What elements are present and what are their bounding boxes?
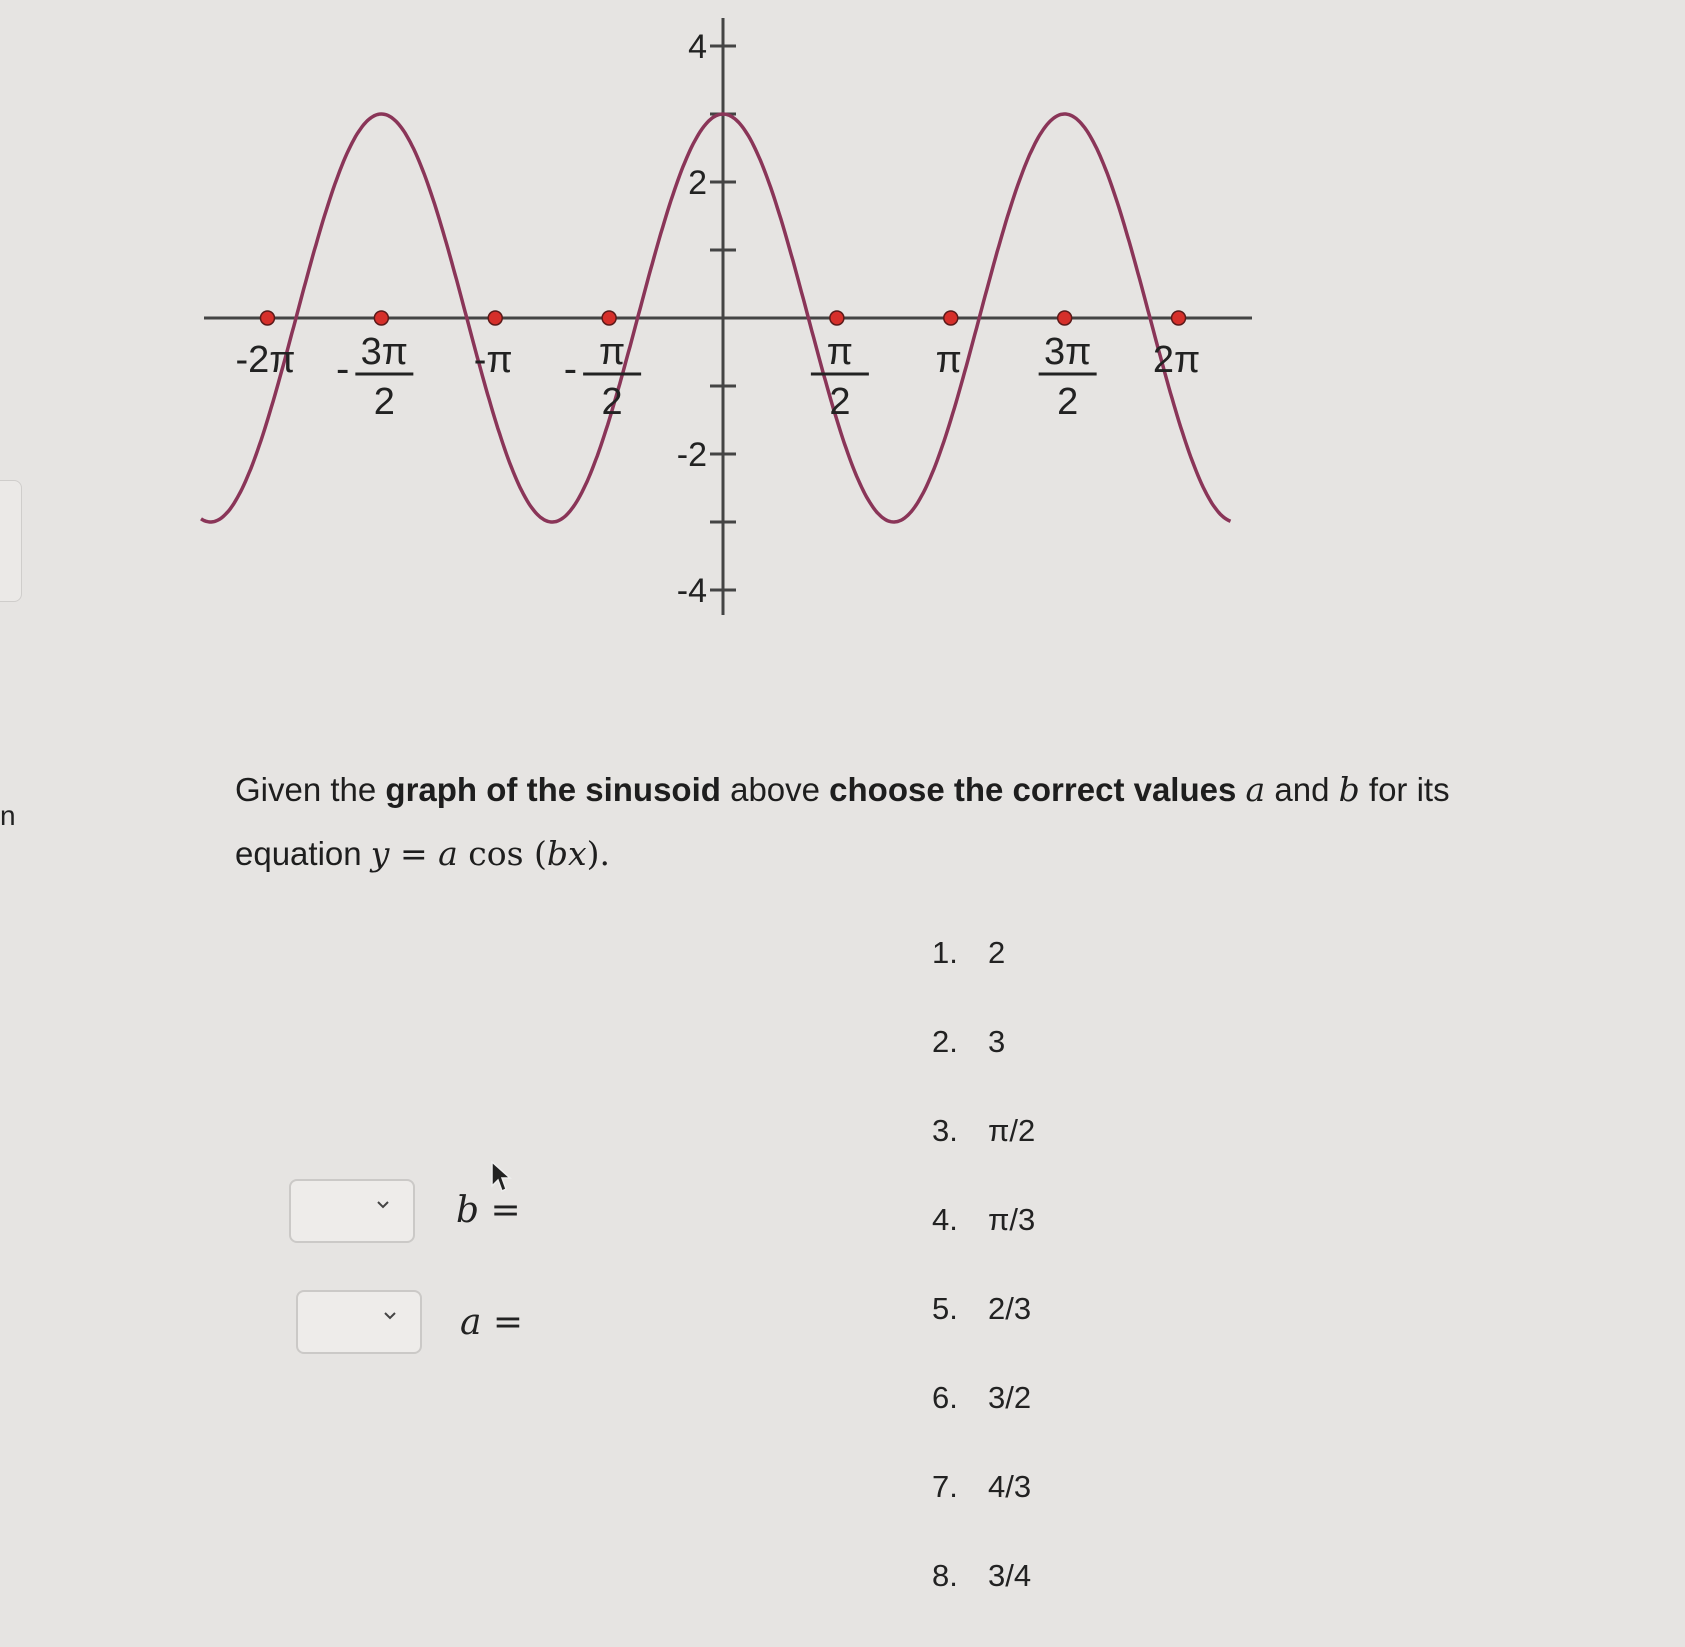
x-tick-label <box>1153 339 1200 381</box>
a-equals-label: a = <box>460 1302 524 1343</box>
x-axis-point <box>944 311 958 325</box>
x-axis-point <box>1172 311 1186 325</box>
svg-text:2: 2 <box>373 381 395 423</box>
svg-text:3π: 3π <box>360 331 409 373</box>
svg-text:2: 2 <box>601 381 623 423</box>
variable-a: a <box>1245 770 1266 809</box>
clipped-sidebar-text: n <box>0 800 16 831</box>
x-tick-label <box>235 339 295 381</box>
svg-text:2π: 2π <box>1152 339 1201 381</box>
x-axis-point <box>374 311 388 325</box>
x-tick-label <box>811 331 869 423</box>
option-item: 1. 2 <box>932 935 1006 970</box>
x-tick-label <box>336 331 413 423</box>
bold-instruction: choose the correct values <box>829 771 1237 808</box>
option-item: 5. 2/3 <box>932 1291 1032 1326</box>
mouse-cursor-icon <box>490 1160 512 1194</box>
svg-text:2: 2 <box>829 381 851 423</box>
svg-text:π: π <box>935 339 962 381</box>
svg-text:π: π <box>826 331 853 373</box>
bold-graph-phrase: graph of the sinusoid <box>385 771 721 808</box>
option-item: 2. 3 <box>932 1024 1006 1059</box>
y-tick-label: 4 <box>688 28 707 66</box>
b-value-dropdown[interactable] <box>289 1179 415 1243</box>
sinusoid-graph <box>0 0 1685 660</box>
y-tick-label: 2 <box>688 164 707 202</box>
a-value-dropdown[interactable] <box>296 1290 422 1354</box>
x-tick-label <box>936 339 962 381</box>
x-axis-point <box>1058 311 1072 325</box>
svg-text:-π: -π <box>473 339 513 381</box>
x-axis-point <box>260 311 274 325</box>
svg-text:-: - <box>563 347 578 391</box>
y-tick-label: -2 <box>676 436 707 474</box>
b-equals-label: b = <box>456 1190 521 1231</box>
svg-text:π: π <box>599 331 626 373</box>
chevron-down-icon <box>384 1310 396 1322</box>
x-axis-point <box>830 311 844 325</box>
x-axis-point <box>488 311 502 325</box>
chevron-down-icon <box>377 1199 389 1211</box>
question-text: Given the graph of the sinusoid above choose the correct values a and b for its equation y = a cos (bx). <box>235 770 1450 873</box>
y-tick-label: -4 <box>676 572 707 610</box>
equation: y = a cos (bx). <box>370 834 611 873</box>
svg-text:-2π: -2π <box>235 339 296 381</box>
option-item: 3. π/2 <box>932 1113 1036 1148</box>
answer-options-list <box>932 935 1035 1647</box>
option-item: 6. 3/2 <box>932 1380 1032 1415</box>
x-tick-label <box>474 339 513 381</box>
x-tick-label <box>1039 331 1097 423</box>
svg-text:-: - <box>336 347 350 391</box>
x-axis-point <box>602 311 616 325</box>
svg-text:3π: 3π <box>1043 331 1092 373</box>
graph-axes <box>204 18 1252 615</box>
option-item: 8. 3/4 <box>932 1558 1032 1593</box>
option-item: 4. π/3 <box>932 1202 1036 1237</box>
option-item: 7. 4/3 <box>932 1469 1032 1504</box>
svg-text:2: 2 <box>1057 381 1079 423</box>
variable-b: b <box>1338 770 1360 809</box>
